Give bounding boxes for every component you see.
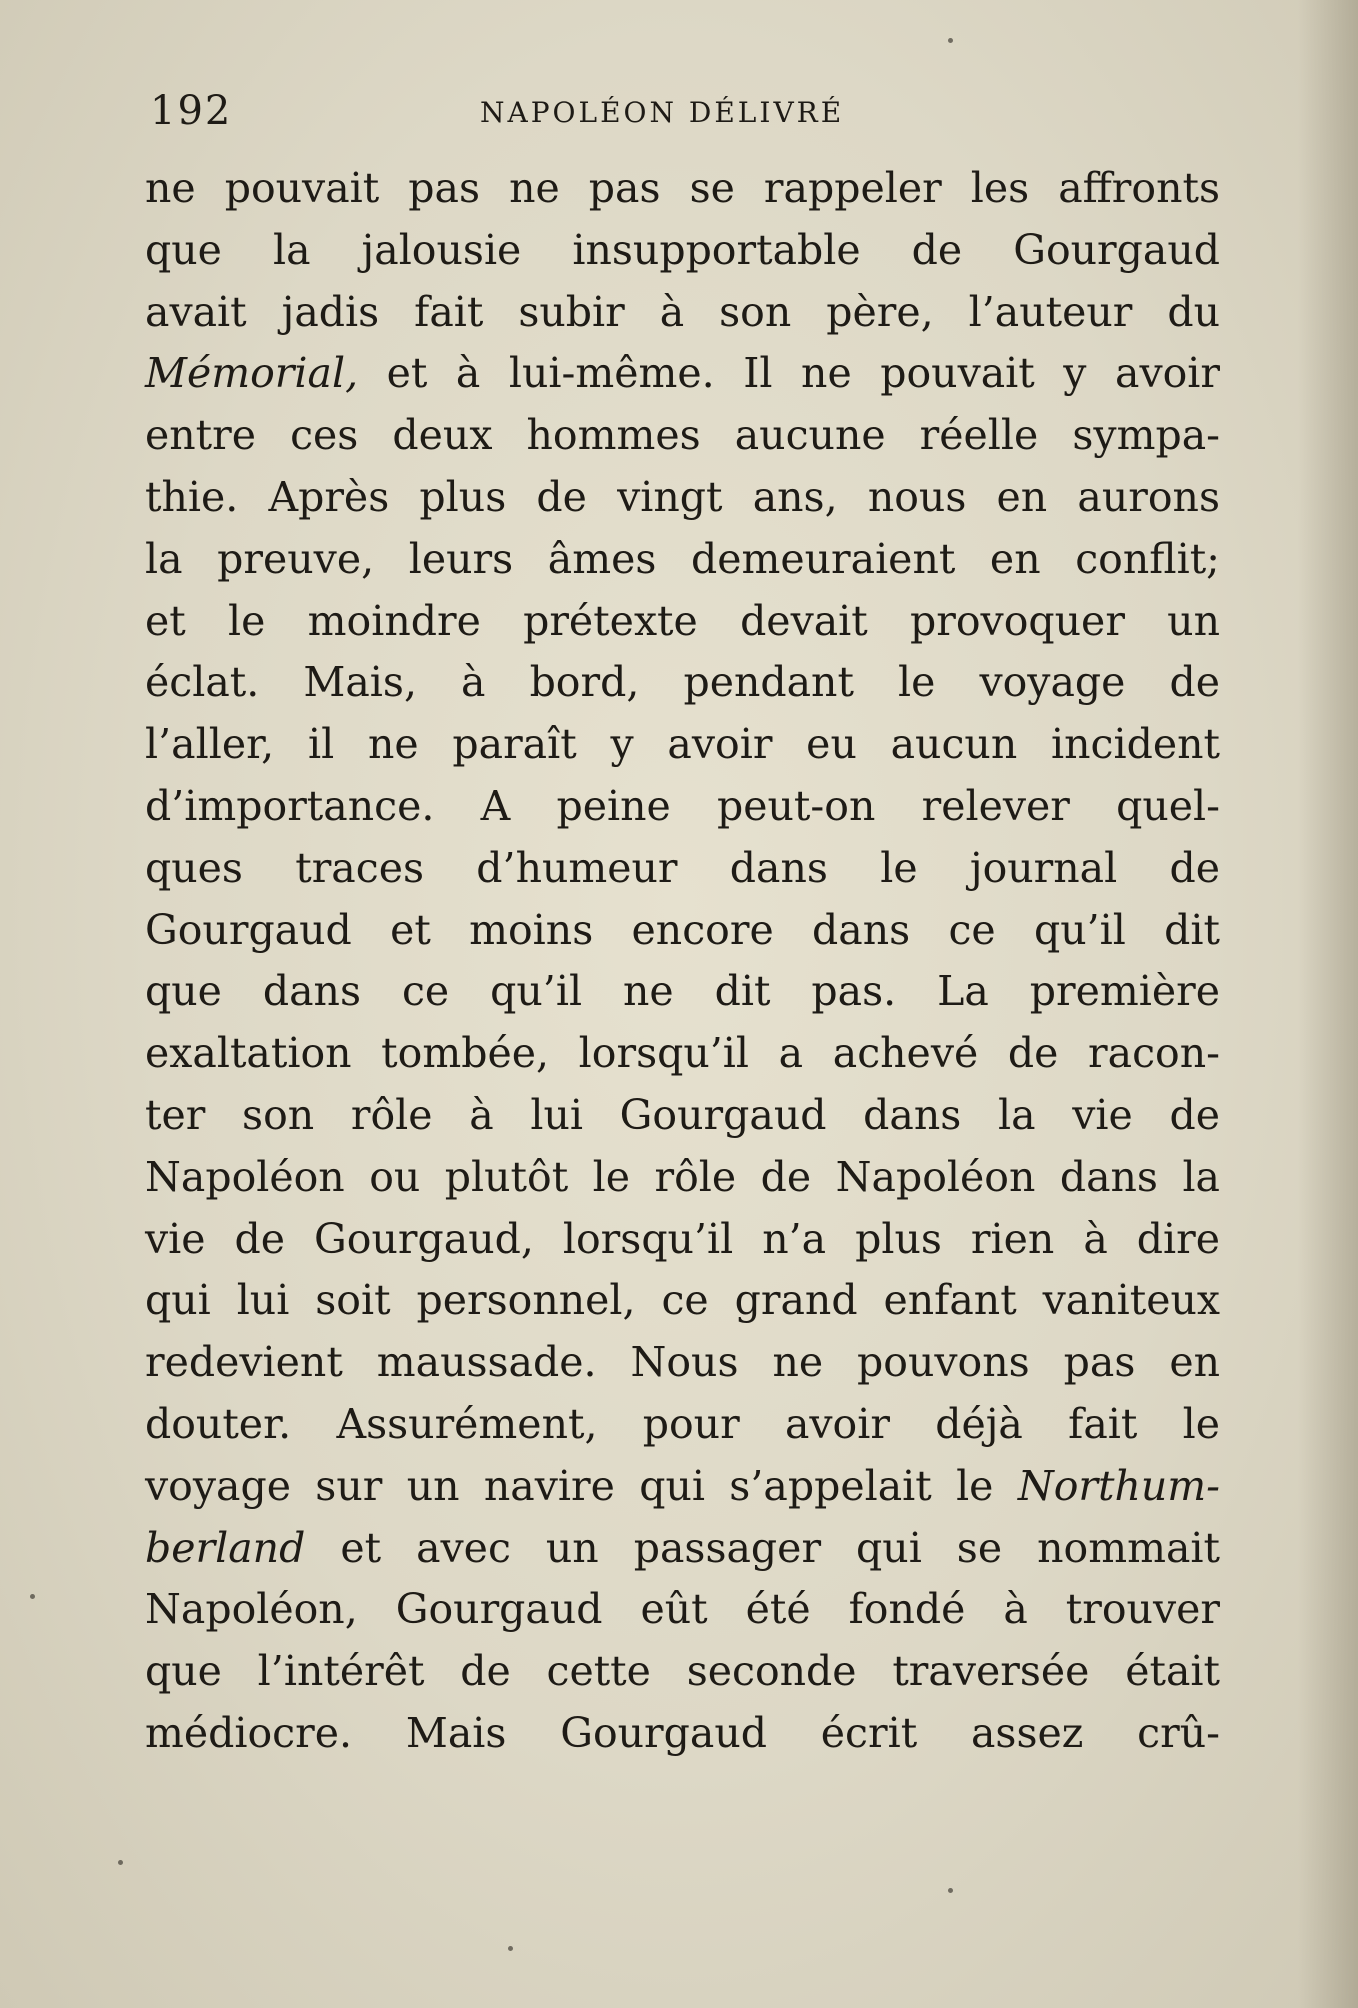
text-line xyxy=(145,1518,1220,1580)
text-line xyxy=(145,1332,1220,1394)
paper-speck xyxy=(118,1860,123,1865)
text-line xyxy=(145,1641,1220,1703)
text-line xyxy=(145,1085,1220,1147)
page-header xyxy=(150,88,1225,138)
line-text: voyage sur un navire qui s’appelait le xyxy=(145,1461,1018,1510)
line-text: Napoléon, Gourgaud eût été fondé à trouver xyxy=(145,1585,1220,1634)
line-text: que l’intérêt de cette seconde traversée était xyxy=(145,1647,1220,1696)
text-line xyxy=(145,591,1220,653)
line-text: éclat. Mais, à bord, pendant le voyage de xyxy=(145,658,1220,707)
body-text xyxy=(145,158,1220,1765)
line-text: d’importance. A peine peut-on relever quel- xyxy=(145,781,1220,830)
line-text: ques traces d’humeur dans le journal de xyxy=(145,843,1220,892)
line-text: que dans ce qu’il ne dit pas. La première xyxy=(145,967,1220,1016)
text-line xyxy=(145,343,1220,405)
line-text: la preuve, leurs âmes demeuraient en conflit; xyxy=(145,534,1220,583)
line-text: et à lui-même. Il ne pouvait y avoir xyxy=(358,349,1220,398)
line-text: redevient maussade. Nous ne pouvons pas en xyxy=(145,1338,1220,1387)
paper-speck xyxy=(508,1946,513,1951)
text-line xyxy=(145,1147,1220,1209)
line-text: que la jalousie insupportable de Gourgaud xyxy=(145,225,1220,274)
italic-title: Mémorial, xyxy=(145,349,359,398)
text-line xyxy=(145,1394,1220,1456)
line-text: ter son rôle à lui Gourgaud dans la vie de xyxy=(145,1090,1220,1139)
text-line xyxy=(145,1209,1220,1271)
page-edge-shadow xyxy=(1298,0,1358,2008)
line-text: Gourgaud et moins encore dans ce qu’il dit xyxy=(145,905,1220,954)
line-text: entre ces deux hommes aucune réelle sympa- xyxy=(145,411,1220,460)
line-text: qui lui soit personnel, ce grand enfant vaniteux xyxy=(145,1276,1220,1325)
text-line xyxy=(145,1703,1220,1765)
italic-title: Northum- xyxy=(1017,1461,1220,1510)
line-text: l’aller, il ne paraît y avoir eu aucun incident xyxy=(145,720,1220,769)
line-text: exaltation tombée, lorsqu’il a achevé de racon- xyxy=(145,1029,1220,1078)
text-line xyxy=(145,1270,1220,1332)
italic-title: berland xyxy=(145,1523,306,1572)
line-text: douter. Assurément, pour avoir déjà fait le xyxy=(145,1399,1220,1448)
line-text: médiocre. Mais Gourgaud écrit assez crû- xyxy=(145,1708,1220,1757)
text-line xyxy=(145,467,1220,529)
running-head: NAPOLÉON DÉLIVRÉ xyxy=(480,96,845,129)
text-line xyxy=(145,776,1220,838)
text-line xyxy=(145,529,1220,591)
text-line xyxy=(145,652,1220,714)
text-line xyxy=(145,1579,1220,1641)
text-line xyxy=(145,900,1220,962)
text-line xyxy=(145,1456,1220,1518)
page-number: 192 xyxy=(150,88,233,134)
text-line xyxy=(145,961,1220,1023)
paper-speck xyxy=(948,38,953,43)
text-line xyxy=(145,158,1220,220)
paper-speck xyxy=(30,1594,35,1599)
text-line xyxy=(145,838,1220,900)
line-text: Napoléon ou plutôt le rôle de Napoléon dans la xyxy=(145,1152,1220,1201)
line-text: thie. Après plus de vingt ans, nous en aurons xyxy=(145,472,1220,521)
line-text: ne pouvait pas ne pas se rappeler les affronts xyxy=(145,164,1220,212)
paper-speck xyxy=(948,1888,953,1893)
text-line xyxy=(145,220,1220,282)
line-text: vie de Gourgaud, lorsqu’il n’a plus rien à dire xyxy=(145,1214,1220,1263)
text-line xyxy=(145,282,1220,344)
text-line xyxy=(145,405,1220,467)
line-text: et avec un passager qui se nommait xyxy=(305,1523,1220,1572)
text-line xyxy=(145,714,1220,776)
line-text: avait jadis fait subir à son père, l’auteur du xyxy=(145,287,1220,336)
line-text: et le moindre prétexte devait provoquer un xyxy=(145,596,1220,645)
text-line xyxy=(145,1023,1220,1085)
